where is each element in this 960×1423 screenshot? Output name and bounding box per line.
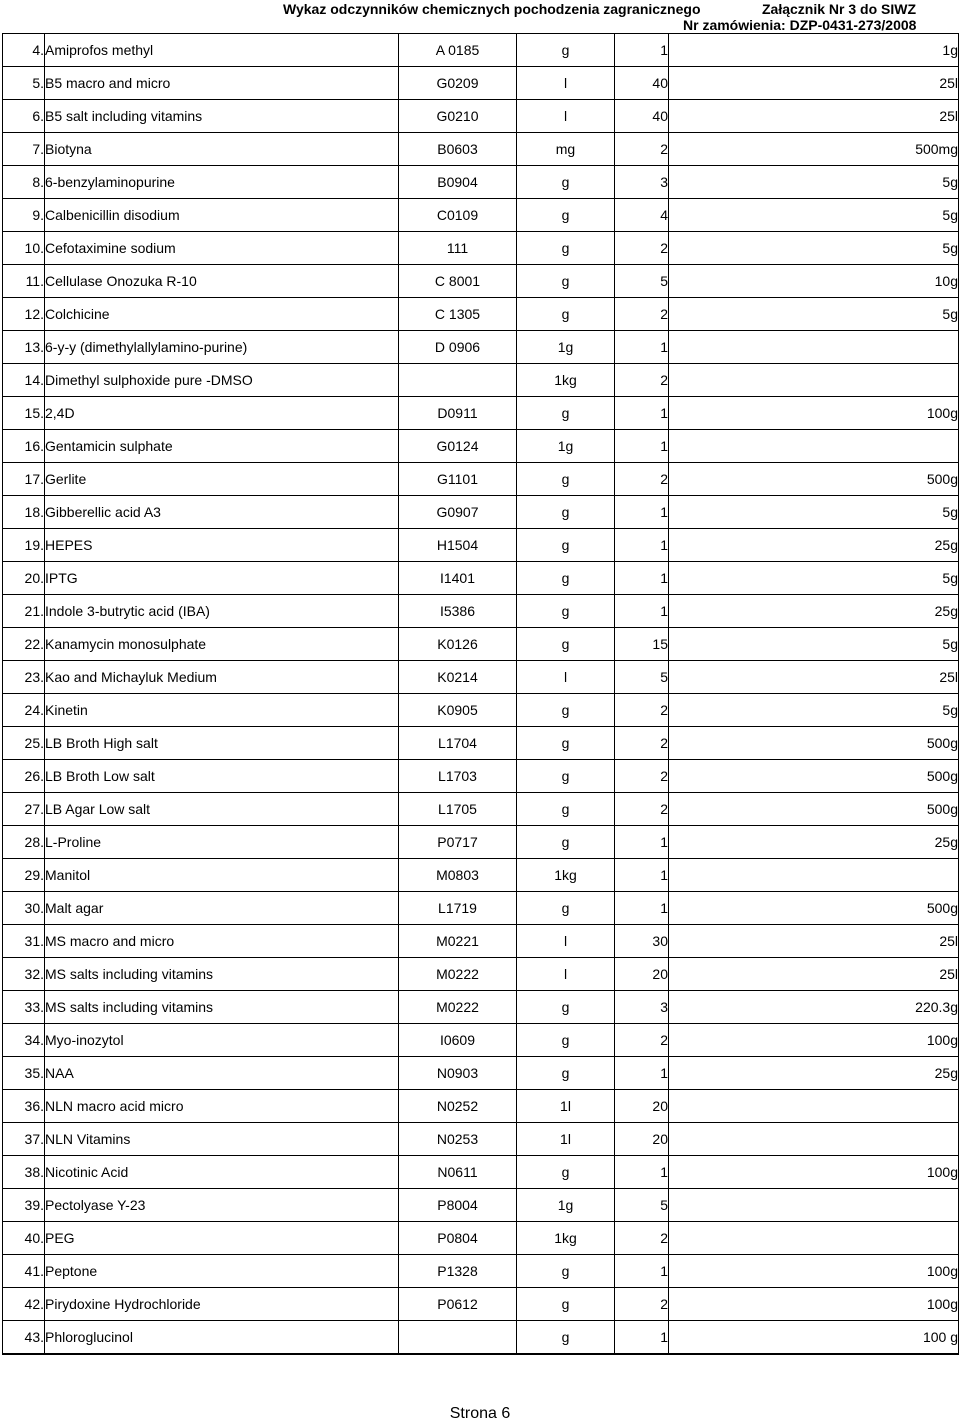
reagent-name-cell: Indole 3-butrytic acid (IBA) xyxy=(45,595,399,628)
catalog-code-cell: K0905 xyxy=(399,694,517,727)
reagent-name-cell: Pectolyase Y-23 xyxy=(45,1189,399,1222)
row-number-cell: 43. xyxy=(3,1321,45,1355)
reagent-name-cell: 6-benzylaminopurine xyxy=(45,166,399,199)
reagent-name-cell: Malt agar xyxy=(45,892,399,925)
catalog-code-cell: C 1305 xyxy=(399,298,517,331)
reagents-table xyxy=(2,33,959,1355)
table-row xyxy=(3,826,959,859)
row-number-cell: 16. xyxy=(3,430,45,463)
reagent-name-cell: B5 salt including vitamins xyxy=(45,100,399,133)
row-number-cell: 10. xyxy=(3,232,45,265)
unit-cell: g xyxy=(517,628,615,661)
package-size-cell: 25g xyxy=(669,529,959,562)
table-row xyxy=(3,166,959,199)
unit-cell: g xyxy=(517,232,615,265)
quantity-cell: 1 xyxy=(615,859,669,892)
package-size-cell: 5g xyxy=(669,496,959,529)
table-row xyxy=(3,661,959,694)
quantity-cell: 2 xyxy=(615,133,669,166)
package-size-cell: 25l xyxy=(669,67,959,100)
unit-cell: g xyxy=(517,991,615,1024)
package-size-cell: 25l xyxy=(669,925,959,958)
catalog-code-cell: I1401 xyxy=(399,562,517,595)
table-row xyxy=(3,463,959,496)
row-number-cell: 19. xyxy=(3,529,45,562)
package-size-cell xyxy=(669,331,959,364)
row-number-cell: 33. xyxy=(3,991,45,1024)
reagent-name-cell: Myo-inozytol xyxy=(45,1024,399,1057)
table-row xyxy=(3,298,959,331)
unit-cell: 1g xyxy=(517,430,615,463)
catalog-code-cell: I5386 xyxy=(399,595,517,628)
unit-cell: g xyxy=(517,727,615,760)
package-size-cell: 5g xyxy=(669,562,959,595)
catalog-code-cell: G0124 xyxy=(399,430,517,463)
unit-cell: g xyxy=(517,397,615,430)
reagent-name-cell: Cefotaximine sodium xyxy=(45,232,399,265)
unit-cell: 1kg xyxy=(517,859,615,892)
reagent-name-cell: Dimethyl sulphoxide pure -DMSO xyxy=(45,364,399,397)
quantity-cell: 4 xyxy=(615,199,669,232)
quantity-cell: 5 xyxy=(615,661,669,694)
unit-cell: g xyxy=(517,562,615,595)
table-row xyxy=(3,892,959,925)
catalog-code-cell: C0109 xyxy=(399,199,517,232)
row-number-cell: 40. xyxy=(3,1222,45,1255)
catalog-code-cell: K0126 xyxy=(399,628,517,661)
reagent-name-cell: L-Proline xyxy=(45,826,399,859)
catalog-code-cell: L1705 xyxy=(399,793,517,826)
unit-cell: g xyxy=(517,1255,615,1288)
reagent-name-cell: Phloroglucinol xyxy=(45,1321,399,1355)
reagent-name-cell: Gerlite xyxy=(45,463,399,496)
unit-cell: g xyxy=(517,760,615,793)
row-number-cell: 18. xyxy=(3,496,45,529)
package-size-cell: 25l xyxy=(669,100,959,133)
reagent-name-cell: Nicotinic Acid xyxy=(45,1156,399,1189)
package-size-cell: 500g xyxy=(669,793,959,826)
row-number-cell: 22. xyxy=(3,628,45,661)
quantity-cell: 15 xyxy=(615,628,669,661)
row-number-cell: 11. xyxy=(3,265,45,298)
unit-cell: 1l xyxy=(517,1090,615,1123)
quantity-cell: 2 xyxy=(615,793,669,826)
unit-cell: mg xyxy=(517,133,615,166)
quantity-cell: 1 xyxy=(615,331,669,364)
row-number-cell: 28. xyxy=(3,826,45,859)
table-row xyxy=(3,1024,959,1057)
row-number-cell: 38. xyxy=(3,1156,45,1189)
order-number: Nr zamówienia: DZP-0431-273/2008 xyxy=(683,17,917,33)
catalog-code-cell: D 0906 xyxy=(399,331,517,364)
row-number-cell: 32. xyxy=(3,958,45,991)
unit-cell: l xyxy=(517,100,615,133)
package-size-cell: 500g xyxy=(669,463,959,496)
reagent-name-cell: Amiprofos methyl xyxy=(45,34,399,67)
unit-cell: g xyxy=(517,892,615,925)
quantity-cell: 1 xyxy=(615,595,669,628)
package-size-cell: 100g xyxy=(669,1288,959,1321)
table-row xyxy=(3,694,959,727)
quantity-cell: 1 xyxy=(615,1156,669,1189)
reagent-name-cell: Peptone xyxy=(45,1255,399,1288)
package-size-cell xyxy=(669,859,959,892)
quantity-cell: 1 xyxy=(615,562,669,595)
table-row xyxy=(3,100,959,133)
quantity-cell: 1 xyxy=(615,529,669,562)
table-row xyxy=(3,199,959,232)
reagent-name-cell: LB Broth High salt xyxy=(45,727,399,760)
unit-cell: g xyxy=(517,1288,615,1321)
catalog-code-cell: N0903 xyxy=(399,1057,517,1090)
package-size-cell xyxy=(669,1090,959,1123)
package-size-cell: 25l xyxy=(669,958,959,991)
table-row xyxy=(3,430,959,463)
quantity-cell: 5 xyxy=(615,265,669,298)
table-row xyxy=(3,34,959,67)
unit-cell: 1l xyxy=(517,1123,615,1156)
table-row xyxy=(3,1057,959,1090)
package-size-cell: 1g xyxy=(669,34,959,67)
table-row xyxy=(3,1156,959,1189)
table-row xyxy=(3,958,959,991)
quantity-cell: 30 xyxy=(615,925,669,958)
package-size-cell: 25g xyxy=(669,595,959,628)
quantity-cell: 1 xyxy=(615,430,669,463)
table-row xyxy=(3,859,959,892)
row-number-cell: 20. xyxy=(3,562,45,595)
table-row xyxy=(3,628,959,661)
unit-cell: g xyxy=(517,1057,615,1090)
row-number-cell: 14. xyxy=(3,364,45,397)
table-row xyxy=(3,529,959,562)
reagent-name-cell: NAA xyxy=(45,1057,399,1090)
reagent-name-cell: Manitol xyxy=(45,859,399,892)
reagent-name-cell: B5 macro and micro xyxy=(45,67,399,100)
table-row xyxy=(3,760,959,793)
row-number-cell: 35. xyxy=(3,1057,45,1090)
reagent-name-cell: Kinetin xyxy=(45,694,399,727)
row-number-cell: 30. xyxy=(3,892,45,925)
unit-cell: g xyxy=(517,1024,615,1057)
reagent-name-cell: MS macro and micro xyxy=(45,925,399,958)
row-number-cell: 26. xyxy=(3,760,45,793)
catalog-code-cell: I0609 xyxy=(399,1024,517,1057)
table-row xyxy=(3,265,959,298)
quantity-cell: 2 xyxy=(615,463,669,496)
package-size-cell: 220.3g xyxy=(669,991,959,1024)
reagents-table-body xyxy=(3,34,959,1355)
row-number-cell: 31. xyxy=(3,925,45,958)
package-size-cell xyxy=(669,364,959,397)
quantity-cell: 1 xyxy=(615,397,669,430)
reagent-name-cell: Pirydoxine Hydrochloride xyxy=(45,1288,399,1321)
catalog-code-cell: N0611 xyxy=(399,1156,517,1189)
quantity-cell: 2 xyxy=(615,1288,669,1321)
package-size-cell: 5g xyxy=(669,628,959,661)
catalog-code-cell: A 0185 xyxy=(399,34,517,67)
unit-cell: 1kg xyxy=(517,1222,615,1255)
row-number-cell: 9. xyxy=(3,199,45,232)
catalog-code-cell: M0222 xyxy=(399,958,517,991)
table-row xyxy=(3,1255,959,1288)
quantity-cell: 40 xyxy=(615,100,669,133)
package-size-cell: 500mg xyxy=(669,133,959,166)
catalog-code-cell: L1704 xyxy=(399,727,517,760)
catalog-code-cell: N0253 xyxy=(399,1123,517,1156)
catalog-code-cell: C 8001 xyxy=(399,265,517,298)
table-row xyxy=(3,562,959,595)
catalog-code-cell: K0214 xyxy=(399,661,517,694)
package-size-cell: 10g xyxy=(669,265,959,298)
reagent-name-cell: Gentamicin sulphate xyxy=(45,430,399,463)
table-row xyxy=(3,1123,959,1156)
reagent-name-cell: Colchicine xyxy=(45,298,399,331)
document-title: Wykaz odczynników chemicznych pochodzenia zagranicznego xyxy=(283,1,701,17)
package-size-cell: 100g xyxy=(669,1156,959,1189)
row-number-cell: 24. xyxy=(3,694,45,727)
quantity-cell: 1 xyxy=(615,1255,669,1288)
reagent-name-cell: IPTG xyxy=(45,562,399,595)
package-size-cell: 5g xyxy=(669,232,959,265)
package-size-cell: 5g xyxy=(669,166,959,199)
unit-cell: l xyxy=(517,661,615,694)
reagent-name-cell: PEG xyxy=(45,1222,399,1255)
quantity-cell: 20 xyxy=(615,958,669,991)
table-row xyxy=(3,67,959,100)
unit-cell: g xyxy=(517,595,615,628)
unit-cell: g xyxy=(517,826,615,859)
package-size-cell: 25l xyxy=(669,661,959,694)
unit-cell: g xyxy=(517,1156,615,1189)
catalog-code-cell: P0612 xyxy=(399,1288,517,1321)
reagent-name-cell: 6-y-y (dimethylallylamino-purine) xyxy=(45,331,399,364)
quantity-cell: 1 xyxy=(615,892,669,925)
table-row xyxy=(3,793,959,826)
reagent-name-cell: LB Broth Low salt xyxy=(45,760,399,793)
catalog-code-cell: M0803 xyxy=(399,859,517,892)
catalog-code-cell: 111 xyxy=(399,232,517,265)
quantity-cell: 20 xyxy=(615,1090,669,1123)
row-number-cell: 23. xyxy=(3,661,45,694)
catalog-code-cell: P1328 xyxy=(399,1255,517,1288)
catalog-code-cell: P8004 xyxy=(399,1189,517,1222)
unit-cell: l xyxy=(517,67,615,100)
row-number-cell: 37. xyxy=(3,1123,45,1156)
package-size-cell: 5g xyxy=(669,298,959,331)
catalog-code-cell: G0210 xyxy=(399,100,517,133)
row-number-cell: 29. xyxy=(3,859,45,892)
package-size-cell xyxy=(669,1123,959,1156)
unit-cell: 1g xyxy=(517,1189,615,1222)
package-size-cell: 500g xyxy=(669,760,959,793)
catalog-code-cell: M0221 xyxy=(399,925,517,958)
unit-cell: 1kg xyxy=(517,364,615,397)
reagent-name-cell: NLN macro acid micro xyxy=(45,1090,399,1123)
table-row xyxy=(3,232,959,265)
quantity-cell: 2 xyxy=(615,694,669,727)
reagent-name-cell: Gibberellic acid A3 xyxy=(45,496,399,529)
package-size-cell: 100g xyxy=(669,1255,959,1288)
catalog-code-cell: L1719 xyxy=(399,892,517,925)
table-row xyxy=(3,397,959,430)
row-number-cell: 27. xyxy=(3,793,45,826)
unit-cell: l xyxy=(517,925,615,958)
quantity-cell: 2 xyxy=(615,727,669,760)
row-number-cell: 21. xyxy=(3,595,45,628)
catalog-code-cell: G0209 xyxy=(399,67,517,100)
quantity-cell: 1 xyxy=(615,34,669,67)
row-number-cell: 7. xyxy=(3,133,45,166)
table-row xyxy=(3,727,959,760)
reagent-name-cell: MS salts including vitamins xyxy=(45,958,399,991)
quantity-cell: 20 xyxy=(615,1123,669,1156)
quantity-cell: 2 xyxy=(615,1024,669,1057)
catalog-code-cell xyxy=(399,1321,517,1355)
package-size-cell: 5g xyxy=(669,199,959,232)
attachment-label: Załącznik Nr 3 do SIWZ xyxy=(762,1,917,17)
reagent-name-cell: HEPES xyxy=(45,529,399,562)
reagent-name-cell: Biotyna xyxy=(45,133,399,166)
table-row xyxy=(3,364,959,397)
row-number-cell: 34. xyxy=(3,1024,45,1057)
quantity-cell: 2 xyxy=(615,1222,669,1255)
row-number-cell: 4. xyxy=(3,34,45,67)
package-size-cell: 500g xyxy=(669,727,959,760)
package-size-cell: 100g xyxy=(669,397,959,430)
reagent-name-cell: Kao and Michayluk Medium xyxy=(45,661,399,694)
catalog-code-cell: P0804 xyxy=(399,1222,517,1255)
unit-cell: g xyxy=(517,694,615,727)
reagent-name-cell: Calbenicillin disodium xyxy=(45,199,399,232)
catalog-code-cell: P0717 xyxy=(399,826,517,859)
page-number: Strona 6 xyxy=(449,1405,511,1422)
row-number-cell: 6. xyxy=(3,100,45,133)
table-row xyxy=(3,1090,959,1123)
unit-cell: g xyxy=(517,793,615,826)
row-number-cell: 12. xyxy=(3,298,45,331)
unit-cell: g xyxy=(517,166,615,199)
table-row xyxy=(3,1222,959,1255)
package-size-cell: 25g xyxy=(669,1057,959,1090)
reagent-name-cell: Kanamycin monosulphate xyxy=(45,628,399,661)
table-row xyxy=(3,1288,959,1321)
row-number-cell: 25. xyxy=(3,727,45,760)
table-row xyxy=(3,1189,959,1222)
row-number-cell: 36. xyxy=(3,1090,45,1123)
row-number-cell: 5. xyxy=(3,67,45,100)
quantity-cell: 1 xyxy=(615,1321,669,1355)
row-number-cell: 13. xyxy=(3,331,45,364)
unit-cell: g xyxy=(517,265,615,298)
catalog-code-cell: B0904 xyxy=(399,166,517,199)
package-size-cell xyxy=(669,1222,959,1255)
unit-cell: 1g xyxy=(517,331,615,364)
unit-cell: l xyxy=(517,958,615,991)
package-size-cell xyxy=(669,1189,959,1222)
reagent-name-cell: Cellulase Onozuka R-10 xyxy=(45,265,399,298)
row-number-cell: 15. xyxy=(3,397,45,430)
reagent-name-cell: 2,4D xyxy=(45,397,399,430)
unit-cell: g xyxy=(517,529,615,562)
package-size-cell: 5g xyxy=(669,694,959,727)
quantity-cell: 2 xyxy=(615,364,669,397)
package-size-cell: 100 g xyxy=(669,1321,959,1355)
quantity-cell: 40 xyxy=(615,67,669,100)
unit-cell: g xyxy=(517,463,615,496)
catalog-code-cell: M0222 xyxy=(399,991,517,1024)
quantity-cell: 1 xyxy=(615,496,669,529)
quantity-cell: 2 xyxy=(615,298,669,331)
quantity-cell: 2 xyxy=(615,232,669,265)
table-row xyxy=(3,595,959,628)
package-size-cell: 500g xyxy=(669,892,959,925)
row-number-cell: 39. xyxy=(3,1189,45,1222)
catalog-code-cell: G1101 xyxy=(399,463,517,496)
unit-cell: g xyxy=(517,199,615,232)
package-size-cell: 25g xyxy=(669,826,959,859)
unit-cell: g xyxy=(517,298,615,331)
package-size-cell xyxy=(669,430,959,463)
catalog-code-cell: G0907 xyxy=(399,496,517,529)
unit-cell: g xyxy=(517,1321,615,1355)
unit-cell: g xyxy=(517,34,615,67)
table-row xyxy=(3,991,959,1024)
reagent-name-cell: NLN Vitamins xyxy=(45,1123,399,1156)
quantity-cell: 5 xyxy=(615,1189,669,1222)
quantity-cell: 1 xyxy=(615,826,669,859)
catalog-code-cell: B0603 xyxy=(399,133,517,166)
table-row xyxy=(3,496,959,529)
reagent-name-cell: MS salts including vitamins xyxy=(45,991,399,1024)
catalog-code-cell: N0252 xyxy=(399,1090,517,1123)
catalog-code-cell: D0911 xyxy=(399,397,517,430)
row-number-cell: 8. xyxy=(3,166,45,199)
table-row xyxy=(3,133,959,166)
quantity-cell: 1 xyxy=(615,1057,669,1090)
quantity-cell: 3 xyxy=(615,166,669,199)
unit-cell: g xyxy=(517,496,615,529)
catalog-code-cell: H1504 xyxy=(399,529,517,562)
package-size-cell: 100g xyxy=(669,1024,959,1057)
catalog-code-cell: L1703 xyxy=(399,760,517,793)
row-number-cell: 41. xyxy=(3,1255,45,1288)
table-row xyxy=(3,1321,959,1355)
catalog-code-cell xyxy=(399,364,517,397)
quantity-cell: 3 xyxy=(615,991,669,1024)
table-row xyxy=(3,925,959,958)
table-row xyxy=(3,331,959,364)
row-number-cell: 42. xyxy=(3,1288,45,1321)
reagent-name-cell: LB Agar Low salt xyxy=(45,793,399,826)
quantity-cell: 2 xyxy=(615,760,669,793)
row-number-cell: 17. xyxy=(3,463,45,496)
